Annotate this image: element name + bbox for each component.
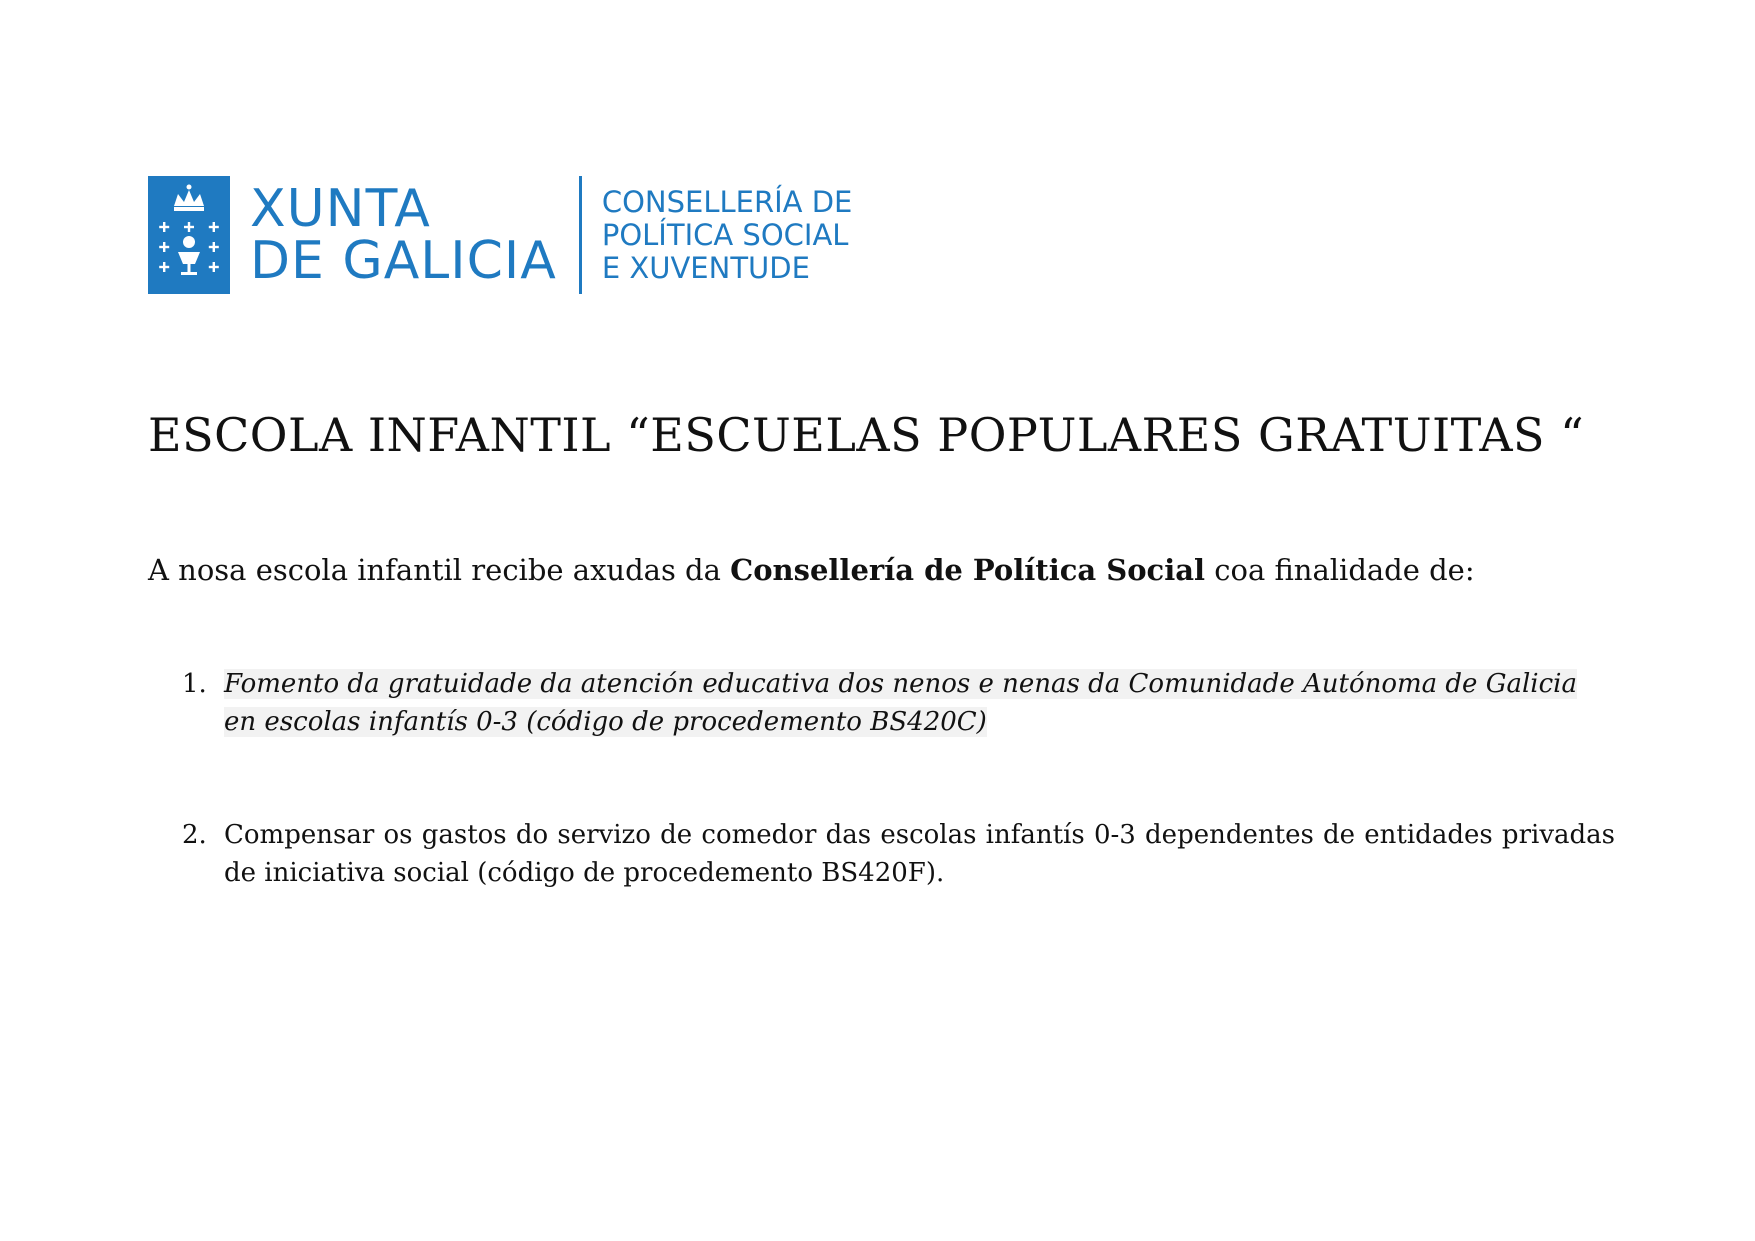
funding-purpose-list <box>148 665 1615 741</box>
intro-paragraph <box>148 553 1475 587</box>
brand-line-2: DE GALICIA <box>250 231 557 291</box>
list-item-number: 1. <box>182 669 207 699</box>
intro-bold-text: Consellería de Política Social <box>730 553 1206 587</box>
brand-line-1: XUNTA <box>250 179 431 239</box>
xunta-wordmark <box>250 179 557 291</box>
list-item-number: 2. <box>182 820 207 850</box>
department-line-3: E XUVENTUDE <box>601 250 810 285</box>
department-line-1: CONSELLERÍA DE <box>601 184 853 219</box>
funding-purpose-list <box>148 816 1615 892</box>
intro-text-after: coa finalidade de: <box>1205 553 1475 587</box>
list-item-text: Compensar os gastos do servizo de comedor das escolas infantís 0-3 dependentes de entidades privadas de iniciativa social (código de procedemento BS420F). <box>224 820 1615 888</box>
department-name <box>602 186 853 285</box>
xunta-logo <box>148 176 852 294</box>
list-item-text: Fomento da gratuidade da atención educativa dos nenos e nenas da Comunidade Autónoma de Galicia en escolas infantís 0-3 (código de procedemento BS420C) <box>224 669 1577 737</box>
logo-divider <box>579 176 582 294</box>
list-item <box>148 816 1615 892</box>
list-item <box>148 665 1615 741</box>
intro-text-before: A nosa escola infantil recibe axudas da <box>148 553 731 587</box>
page-title: ESCOLA INFANTIL “ESCUELAS POPULARES GRATUITAS “ <box>148 408 1585 462</box>
galicia-coat-of-arms-icon <box>148 176 230 294</box>
department-line-2: POLÍTICA SOCIAL <box>601 217 849 252</box>
